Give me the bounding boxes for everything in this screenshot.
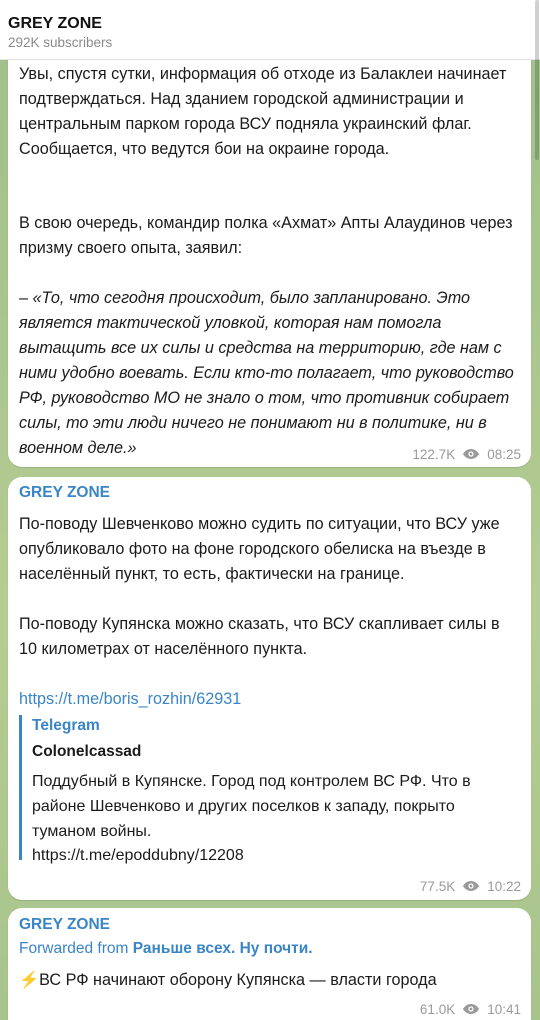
link-preview[interactable] — [19, 715, 519, 864]
message-meta — [420, 1000, 521, 1018]
message-link[interactable]: https://t.me/boris_rozhin/62931 — [19, 690, 242, 708]
view-count: 61.0K — [419, 1001, 456, 1017]
message-paragraph: В свою очередь, командир полка «Ахмат» Апты Алаудинов через призму своего опыта, заявил: — [19, 214, 513, 257]
sender-name[interactable]: GREY ZONE — [19, 484, 111, 501]
message-time: 10:22 — [487, 878, 521, 894]
sender-name[interactable]: GREY ZONE — [19, 916, 111, 933]
preview-site-name: Telegram — [32, 717, 100, 734]
view-count: 77.5K — [419, 878, 456, 894]
message-bubble — [8, 477, 531, 900]
preview-url[interactable]: https://t.me/epoddubny/12208 — [32, 847, 244, 864]
channel-header[interactable] — [0, 0, 540, 60]
eye-icon — [462, 880, 480, 892]
view-count: 122.7K — [412, 446, 456, 462]
message-bubble — [8, 40, 531, 467]
message-meta — [412, 445, 521, 463]
message-time: 08:25 — [487, 446, 521, 462]
message-paragraph: По-поводу Шевченково можно судить по ситуации, что ВСУ уже опубликовало фото на фоне городского обелиска на въезде в населённый пункт, то есть, фактически на границе. — [19, 515, 500, 583]
forwarded-source[interactable]: Раньше всех. Ну почти. — [132, 940, 313, 957]
preview-title: Colonelcassad — [32, 743, 142, 760]
message-bubble — [8, 908, 531, 1020]
preview-description: Поддубный в Купянске. Город под контролем ВС РФ. Что в районе Шевченково и других поселков к западу, покрыто туманом войны. — [32, 773, 471, 840]
message-time: 10:41 — [487, 1001, 521, 1017]
message-meta — [420, 877, 521, 895]
channel-title: GREY ZONE — [8, 15, 102, 32]
forwarded-label: Forwarded from — [19, 940, 133, 957]
message-paragraph: Увы, спустя сутки, информация об отходе из Балаклеи начинает подтверждаться. Над зданием городской администрации и центральным парком города ВСУ подняла украинский флаг. Сообщается, что ведутся бои на окраине города. — [19, 65, 507, 158]
message-quote: – «То, что сегодня происходит, было запланировано. Это является тактической уловкой, которая нам помогла вытащить все их силы и средства на территорию, где нам с ними удобно воевать. Если кто-то полагает, что руководство РФ, руководство МО не знало о том, что противник собирает силы, то эти люди ничего не понимают ни в политике, ни в военном деле.» — [19, 289, 514, 457]
message-text: ⚡ВС РФ начинают оборону Купянска — власти города — [19, 971, 437, 989]
forwarded-from[interactable] — [19, 940, 313, 958]
eye-icon — [462, 448, 480, 460]
scrollbar[interactable] — [535, 0, 539, 160]
message-paragraph: По-поводу Купянска можно сказать, что ВСУ скапливает силы в 10 километрах от населённого пункта. — [19, 615, 500, 658]
subscriber-count: 292K subscribers — [8, 35, 113, 50]
eye-icon — [462, 1003, 480, 1015]
